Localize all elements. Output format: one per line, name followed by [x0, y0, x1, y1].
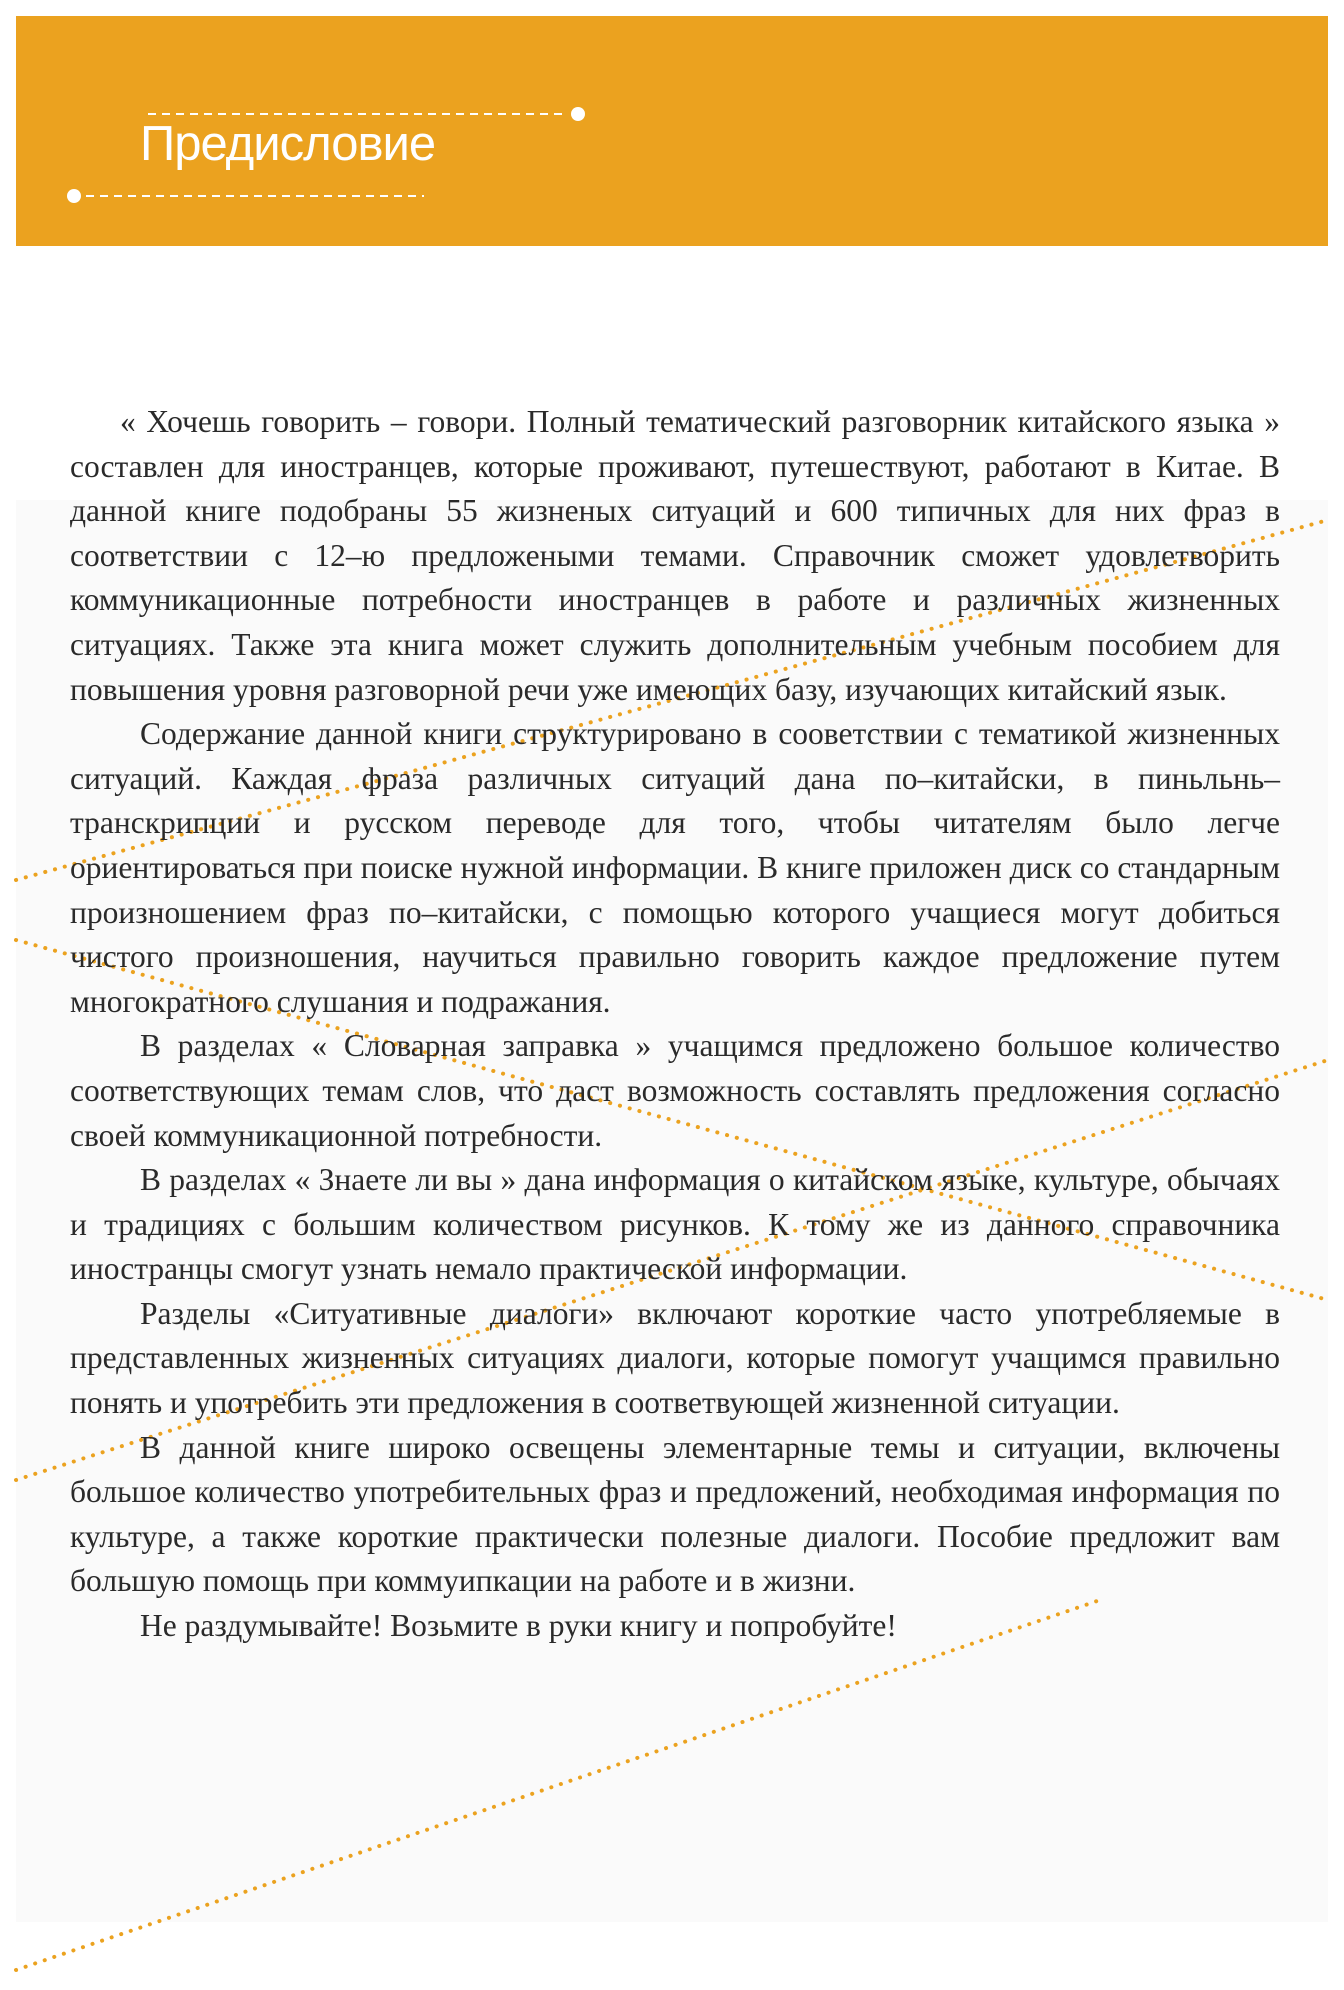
page-title: Предисловие: [140, 117, 436, 171]
paragraph: В разделах « Словарная заправка » учащимся предложено большое количество соответствующих темам слов, что даст возможность составлять предложения согласно своей коммуникационной потребности.: [70, 1028, 1280, 1153]
preface-text: [70, 400, 1280, 1649]
paragraph: Содержание данной книги структурировано в сооветствии с тематикой жизненных ситуаций. Каждая фраза различных ситуаций дана по–китайски, в пиньльнь–транскрипции и русском переводе для того, чтобы читателям было легче ориентироваться при поиске нужной информации. В книге приложен диск со стандарным произношением фраз по–китайски, с помощью которого учащиеся могут добиться чистого произношения, научиться правильно говорить каждое предложение путем многократного слушания и подражания.: [70, 716, 1280, 1019]
paragraph: В разделах « Знаете ли вы » дана информация о китайском языке, культуре, обычаях и традициях с большим количеством рисунков. К тому же из данного справочника иностранцы смогут узнать немало практической информации.: [70, 1162, 1280, 1287]
paragraph: В данной книге широко освещены элементарные темы и ситуации, включены большое количество употребительных фраз и предложений, необходимая информация по культуре, а также короткие практически полезные диалоги. Пособие предложит вам большую помощь при коммуипкации на работе и в жизни.: [70, 1429, 1280, 1599]
paragraph: « Хочешь говорить – говори. Полный тематический разговорник китайского языка » составлен для иностранцев, которые проживают, путешествуют, работают в Китае. В данной книге подобраны 55 жизненых ситуаций и 600 типичных для них фраз в соответствии с 12–ю предложеными темами. Справочник сможет удовлетворить коммуникационные потребности иностранцев в работе и различных жизненных ситуациях. Также эта книга может служить дополнительным учебным пособием для повышения уровня разговорной речи уже имеющих базу, изучающих китайский язык.: [70, 404, 1280, 707]
paragraph: Не раздумывайте! Возьмите в руки книгу и попробуйте!: [140, 1608, 897, 1644]
paragraph: Разделы «Ситуативные диалоги» включают короткие часто употребляемые в представленных жизненных ситуациях диалоги, которые помогут учащимся правильно понять и употребить эти предложения в соответвующей жизненной ситуации.: [70, 1295, 1280, 1421]
